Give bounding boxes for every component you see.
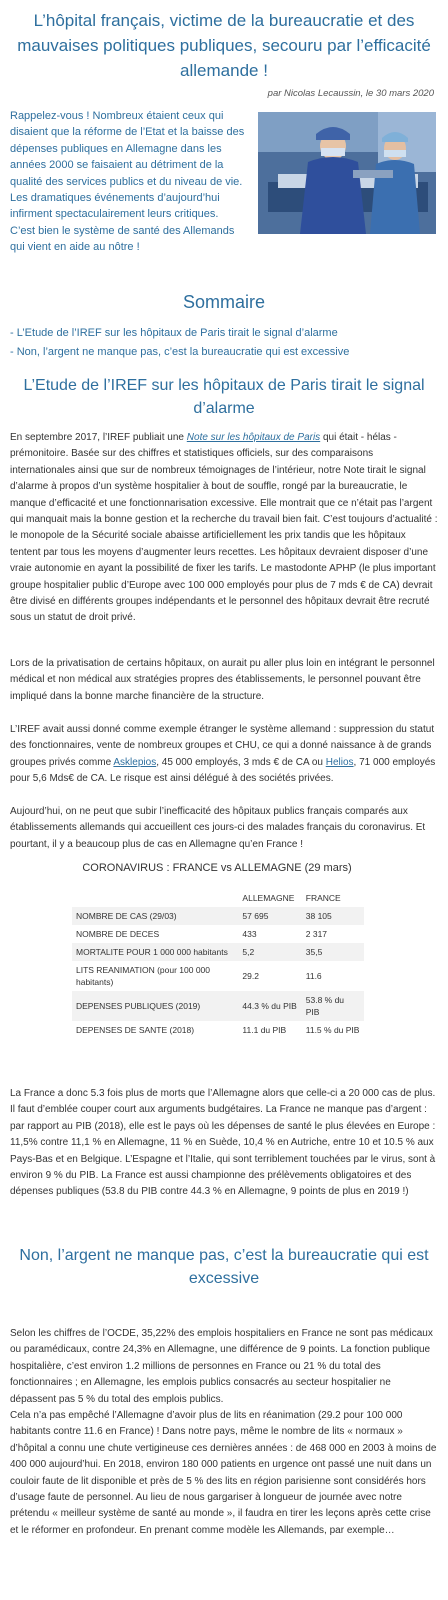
- table-cell: 2 317: [305, 929, 328, 939]
- table-cell: 57 695: [238, 907, 301, 925]
- helios-link[interactable]: Helios: [325, 756, 354, 768]
- section2-paragraph-2: Cela n’a pas empêché l’Allemagne d’avoir plus de lits en réanimation (29.2 pour 100 000 habitants contre 11.6 en France) ! Dans notre pays, même le nombre de lits « normaux » d’hôpital a connu une chute vertigineuse ces dernières années : de 468 000 en 2003 à moins de 400 000 aujourd’hui. En 2018, environ 180 000 patients en urgence ont passé une nuit dans un couloir faute de lit disponible et près de 5 % des lits en région parisienne sont considérés hors d’usage faute de personnel. Au lieu de nous gargariser à longueur de journée avec notre prétendu « meilleur système de santé au monde », il faudra en tirer les leçons après cette crise et le réformer en profondeur. En prenant comme modèle les Allemands, par exemple…: [10, 1410, 437, 1536]
- table-header-row: [72, 889, 364, 907]
- text-span: En septembre 2017, l’IREF publiait une: [10, 432, 187, 443]
- table-cell: 5,2: [238, 943, 301, 961]
- article-byline: par Nicolas Lecaussin, le 30 mars 2020: [267, 88, 434, 99]
- text-span: qui était - hélas - prémonitoire. Basée sur des chiffres et statistiques officiels, sur des comparaisons internationales ainsi que sur de nombreux témoignages de l’intérieur, notre Note tirait le signal d’alarme à propos d’un système hospitalier à bout de souffle, rongé par la bureaucratie, le manque d’efficacité et une fonctionnarisation excessive. Elle montrait que ce n’était pas l’argent qui manquait mais la bonne gestion et la recherche du travail bien fait. C’est toujours d’actualité : le monopole de la Sécurité sociale abaisse artificiellement les prix tandis que les hôpitaux tentent par tous les moyens d’augmenter leurs recettes. Les hôpitaux devraient disposer d’une vraie autonomie en ayant la possibilité de fixer les tarifs. Le mastodonte APHP (le plus important groupe hospitalier public d’Europe avec 100 000 employés pour plus de 7 mds € de CA) devrait être divisé en différents groupes indépendants et le personnel des hôpitaux devrait être recruté sous un statut de droit privé.: [10, 432, 438, 624]
- table-cell: LITS REANIMATION (pour 100 000 habitants): [76, 965, 211, 987]
- hospital-photo: [258, 112, 436, 234]
- section1-paragraph-1: [10, 430, 438, 627]
- table-row: [72, 907, 364, 925]
- table-row: [72, 991, 364, 1021]
- table-cell: DEPENSES PUBLIQUES (2019): [72, 991, 238, 1021]
- table-cell: NOMBRE DE DECES: [76, 929, 160, 939]
- table-cell: 11.5 % du PIB: [305, 1025, 360, 1035]
- section1-paragraph-5: La France a donc 5.3 fois plus de morts que l’Allemagne alors que celle-ci a 20 000 cas de plus. Il faut d’emblée couper court aux arguments budgétaires. La France ne manque pas d’argent : par rapport au PIB (2018), elle est le pays où les dépenses de santé le plus élevées en Europe : 11,5% contre 11,1 % en Allemagne, 11 % en Suède, 10,4 % en Autriche, entre 10 et 10.5 % aux Pays-Bas et en Belgique. L’Espagne et l’Italie, qui sont terriblement touchées par le virus, sont à environ 9 % du PIB. La France est aussi championne des prélèvements obligatoires et des dépenses publiques (53.8 du PIB contre 44.3 % en Allemagne, 9 points de plus en 2019 !): [10, 1088, 436, 1198]
- table-header-cell: [72, 889, 238, 907]
- table-cell: NOMBRE DE CAS (29/03): [72, 907, 238, 925]
- section1-paragraph-3: [10, 722, 438, 788]
- article-title: L’hôpital français, victime de la bureaucratie et des mauvaises politiques publiques, secouru par l’efficacité allemande !: [17, 11, 431, 80]
- section1-paragraph-2: Lors de la privatisation de certains hôpitaux, on aurait pu aller plus loin en intégrant le personnel médical et non médical aux stratégies propres des établissements, le personnel pouvant être impliqué dans la bonne marche financière de la structure.: [10, 658, 435, 702]
- table-cell: 35,5: [302, 943, 364, 961]
- section1-heading: L’Etude de l’IREF sur les hôpitaux de Paris tirait le signal d’alarme: [23, 377, 425, 417]
- toc-link-section2[interactable]: - Non, l’argent ne manque pas, c’est la bureaucratie qui est excessive: [10, 346, 350, 358]
- table-of-contents: [10, 324, 438, 362]
- comparison-table: [72, 889, 364, 1039]
- table-header-cell: FRANCE: [305, 893, 341, 903]
- table-cell: 38 105: [302, 907, 364, 925]
- text-span: L’IREF avait aussi donné comme exemple étranger le système allemand : suppression du statut des fonctionnaires, vente de nombreux groupes et CHU, ce qui a donné naissance à de grands groupes privés comme: [10, 724, 435, 768]
- table-caption: CORONAVIRUS : FRANCE vs ALLEMAGNE (29 mars): [82, 862, 352, 874]
- table-cell: MORTALITE POUR 1 000 000 habitants: [72, 943, 238, 961]
- text-span: , 71 000 employés pour 5,6 Mds€ de CA. Le risque est ainsi délégué à des sociétés privées.: [10, 756, 436, 785]
- table-cell: 11.6: [305, 971, 322, 981]
- hospital-photo-illustration: [258, 112, 436, 234]
- table-cell: DEPENSES DE SANTE (2018): [76, 1025, 195, 1035]
- toc-link-section1[interactable]: - L’Etude de l’IREF sur les hôpitaux de Paris tirait le signal d’alarme: [10, 327, 338, 339]
- table-cell: 11.1 du PIB: [242, 1025, 287, 1035]
- table-row: [72, 961, 364, 991]
- table-header-cell: ALLEMAGNE: [242, 893, 295, 903]
- table-cell: 433: [242, 929, 257, 939]
- text-span: , 45 000 employés, 3 mds € de CA ou: [156, 756, 326, 768]
- table-cell: 53.8 % du PIB: [302, 991, 364, 1021]
- section2-heading: Non, l’argent ne manque pas, c’est la bureaucratie qui est excessive: [19, 1247, 429, 1287]
- table-cell: 44.3 % du PIB: [238, 991, 301, 1021]
- table-row: [72, 925, 364, 943]
- table-row: [72, 943, 364, 961]
- section2-paragraph-1: Selon les chiffres de l’OCDE, 35,22% des emplois hospitaliers en France ne sont pas médicaux ou paramédicaux, contre 24,3% en Allemagne, une différence de 9 points. La fonction publique hospitalière, c’est environ 1.2 millions de personnes en France ou 21 % du total des fonctionnaires ; en Allemagne, les emplois publics consacrés au secteur hospitalier ne dépassent pas 5 % du total des emplois publics.: [10, 1328, 433, 1405]
- note-link[interactable]: Note sur les hôpitaux de Paris: [186, 432, 321, 443]
- table-cell: 29.2: [242, 971, 259, 981]
- toc-item[interactable]: [10, 343, 438, 362]
- section1-paragraph-4: Aujourd’hui, on ne peut que subir l’inefficacité des hôpitaux publics français comparés aux établissements allemands qui accueillent ces jours-ci des malades français du coronavirus. Et pourtant, il y a beaucoup plus de cas en Allemagne qu’en France !: [10, 806, 426, 850]
- asklepios-link[interactable]: Asklepios: [113, 756, 157, 768]
- sommaire-heading: Sommaire: [182, 292, 266, 312]
- table-row: [72, 1021, 364, 1039]
- intro-paragraph: Rappelez-vous ! Nombreux étaient ceux qui disaient que la réforme de l’Etat et la baisse des dépenses publiques en Allemagne dans les années 2000 se faisaient au détriment de la qualité des services publics et du niveau de vie. Les dramatiques événements d’aujourd’hui infirment spectaculairement leurs critiques. C’est bien le système de santé des Allemands qui vient en aide au nôtre !: [10, 110, 245, 254]
- toc-item[interactable]: [10, 324, 438, 343]
